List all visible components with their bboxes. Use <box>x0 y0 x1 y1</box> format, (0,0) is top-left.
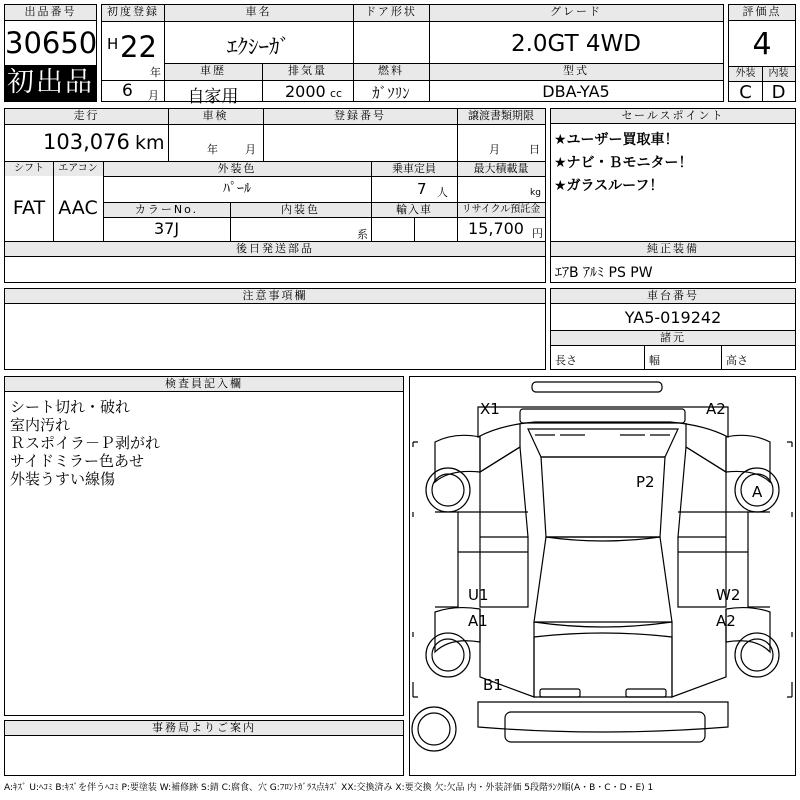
notes-label: 注意事項欄 <box>5 289 545 304</box>
transfer-month-unit: 月 <box>489 143 500 156</box>
shift-value: FAT <box>12 197 46 219</box>
genuine-equipment-value: ｴｱB ｱﾙﾐ PS PW <box>555 265 653 281</box>
office-box <box>4 720 404 776</box>
fuel-value: ｶﾞｿﾘﾝ <box>372 84 410 102</box>
chassis-box <box>550 288 796 370</box>
displacement-value: 2000 <box>285 82 326 101</box>
mark-a1: A1 <box>468 612 488 630</box>
length-label: 長さ <box>555 354 577 367</box>
header-grid <box>101 4 724 107</box>
reg-year: 22 <box>120 30 157 64</box>
spec-table <box>4 108 546 242</box>
recycle-value: 15,700 <box>468 219 524 238</box>
grade-value: 2.0GT 4WD <box>510 31 642 57</box>
mark-w2: W2 <box>716 586 741 604</box>
interior-color-unit: 系 <box>357 228 368 241</box>
first-listing-badge <box>4 65 97 102</box>
load-unit: kg <box>530 188 541 198</box>
interior-color-label: 内装色 <box>230 203 371 217</box>
lot-number: 30650 <box>5 26 98 60</box>
fuel-label: 燃料 <box>353 64 429 80</box>
genuine-equipment-label: 純正装備 <box>551 242 795 257</box>
import-label: 輸入車 <box>371 203 457 217</box>
dims-label: 諸元 <box>551 331 795 345</box>
first-reg-label: 初度登録 <box>102 5 164 21</box>
history-label: 車歴 <box>164 64 262 80</box>
inspector-line-5: 外装うすい線傷 <box>10 470 116 488</box>
transfer-day-unit: 日 <box>529 143 540 156</box>
score-value: 4 <box>752 27 772 62</box>
model-label: 型式 <box>429 64 723 80</box>
mark-a-wheel: A <box>752 483 763 501</box>
regno-label: 登録番号 <box>263 109 457 124</box>
displacement-unit: cc <box>330 87 343 100</box>
chassis-value: YA5-019242 <box>624 308 722 327</box>
inspector-box <box>4 376 404 716</box>
score-label: 評価点 <box>729 5 795 21</box>
sales-point-1: ★ユーザー買取車！ <box>554 132 679 148</box>
color-label: 外装色 <box>103 162 371 176</box>
year-unit: 年 <box>150 66 161 79</box>
capacity-value: 7 <box>417 180 427 198</box>
lot-label: 出品番号 <box>5 5 96 21</box>
notes-box <box>4 288 546 370</box>
later-parts-box <box>4 241 546 283</box>
sales-points-box <box>550 108 796 242</box>
car-diagram <box>410 377 795 775</box>
mileage-unit: km <box>135 132 165 154</box>
score-box <box>728 4 796 102</box>
car-diagram-box <box>409 376 796 776</box>
recycle-unit: 円 <box>532 227 543 240</box>
inspector-line-4: サイドミラー色あせ <box>10 452 144 470</box>
later-parts-label: 後日発送部品 <box>5 242 545 257</box>
grade-label: グレード <box>429 5 723 21</box>
inspector-line-3: Ｒスポイラ－Ｐ剥がれ <box>10 434 161 452</box>
history-value: 自家用 <box>187 87 239 107</box>
width-label: 幅 <box>649 354 660 367</box>
displacement-label: 排気量 <box>262 64 353 80</box>
door-label: ドア形状 <box>353 5 429 21</box>
chassis-label: 車台番号 <box>551 289 795 304</box>
interior-grade: D <box>771 82 786 103</box>
shift-label: シフト <box>5 162 53 176</box>
color-no-value: 37J <box>153 219 180 238</box>
exterior-grade: C <box>739 82 752 103</box>
car-name: ｴｸｼｰｶﾞ <box>227 35 290 59</box>
car-name-label: 車名 <box>164 5 353 21</box>
era-letter: H <box>107 35 119 53</box>
mark-p2: P2 <box>636 473 655 491</box>
inspection-month-unit: 月 <box>245 143 256 156</box>
mark-a2-bottom: A2 <box>716 612 736 630</box>
inspection-label: 車検 <box>168 109 263 124</box>
mileage-label: 走行 <box>5 109 168 124</box>
transfer-label: 譲渡書類期限 <box>457 109 545 124</box>
mark-b1: B1 <box>483 676 503 694</box>
ac-label: エアコン <box>53 162 103 176</box>
inspector-line-1: シート切れ・破れ <box>10 398 131 416</box>
model-value: DBA-YA5 <box>542 82 610 101</box>
interior-label: 内装 <box>762 67 795 81</box>
inspector-line-2: 室内汚れ <box>10 416 71 434</box>
sales-point-2: ★ナビ・Ｂモニター！ <box>554 155 693 171</box>
color-no-label: カラーNo. <box>103 203 230 217</box>
load-label: 最大積載量 <box>457 162 545 176</box>
capacity-unit: 人 <box>437 186 448 199</box>
month-unit: 月 <box>148 89 159 102</box>
reg-month: 6 <box>122 81 133 101</box>
ac-value: AAC <box>58 197 98 219</box>
office-label: 事務局よりご案内 <box>5 721 403 736</box>
genuine-equipment-box <box>550 241 796 283</box>
color-value: ﾊﾟｰﾙ <box>223 181 251 197</box>
inspection-year-unit: 年 <box>207 143 218 156</box>
mileage-value: 103,076 <box>43 130 130 154</box>
sales-points-label: セールスポイント <box>551 109 795 124</box>
mark-a2-top: A2 <box>706 400 726 418</box>
first-listing-text: 初出品 <box>7 67 94 98</box>
height-label: 高さ <box>726 354 748 367</box>
inspector-label: 検査員記入欄 <box>5 377 403 392</box>
capacity-label: 乗車定員 <box>371 162 457 176</box>
legend-text: A:ｷｽﾞ U:ﾍｺﾐ B:ｷｽﾞを伴うﾍｺﾐ P:要塗装 W:補修跡 S:錆 C:腐食、穴 G:ﾌﾛﾝﾄｶﾞﾗｽ点ｷｽﾞ XX:交換済み X:要交換 欠:欠品 内・外装評価 5段階ﾗﾝｸ順(A・B・C・D・E) 1 <box>4 783 654 793</box>
sales-point-3: ★ガラスルーフ！ <box>554 178 664 194</box>
recycle-label: リサイクル預託金 <box>457 203 545 217</box>
mark-x1: X1 <box>480 400 500 418</box>
exterior-label: 外装 <box>729 67 762 81</box>
mark-u1: U1 <box>468 586 489 604</box>
